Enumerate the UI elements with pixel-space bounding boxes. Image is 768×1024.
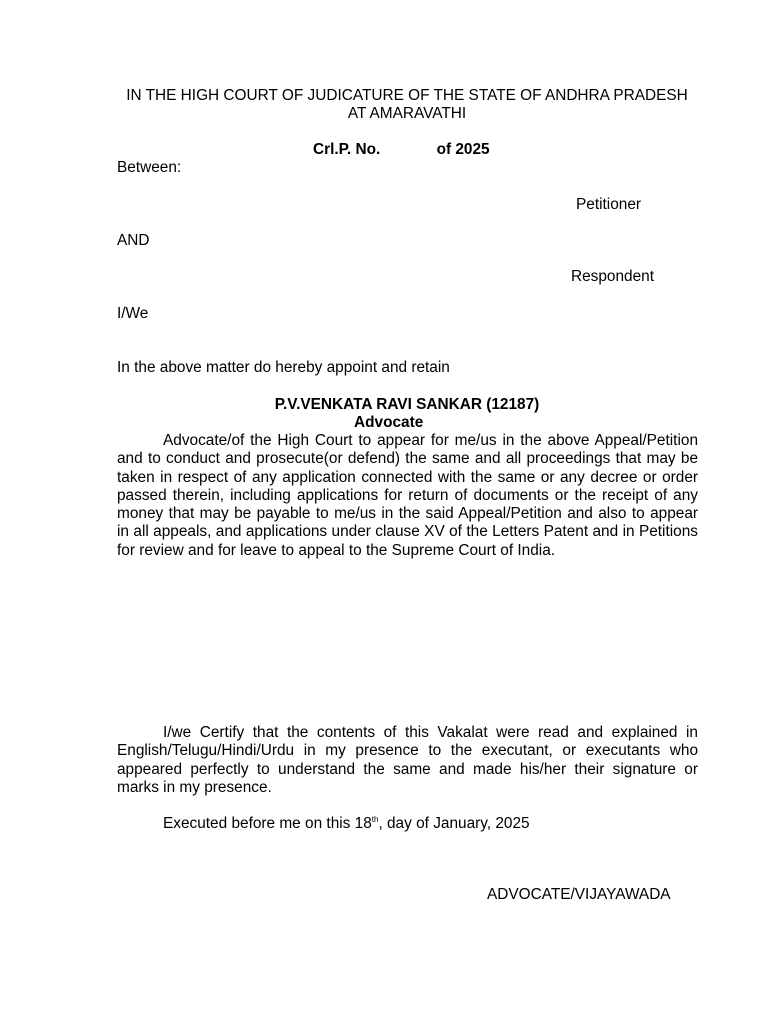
case-number-prefix: Crl.P. No.	[313, 141, 381, 158]
certify-paragraph: I/we Certify that the contents of this Vakalat were read and explained in English/Telugu/Hindi/Urdu in my presence to the executant, or executants who appeared perfectly to understand the same and made his/her their signature or marks in my presence.	[117, 724, 698, 796]
court-heading: IN THE HIGH COURT OF JUDICATURE OF THE STATE OF ANDHRA PRADESH AT AMARAVATHI	[126, 87, 688, 122]
between-label: Between:	[117, 159, 182, 176]
appoint-text: In the above matter do hereby appoint and retain	[117, 359, 450, 376]
case-number	[313, 141, 490, 159]
executed-line	[163, 815, 530, 833]
executed-prefix: Executed before me on this 18	[163, 815, 372, 832]
signature-line: ADVOCATE/VIJAYAWADA	[487, 886, 671, 903]
and-label: AND	[117, 232, 150, 249]
executed-ordinal: th	[371, 814, 379, 824]
iwe-label: I/We	[117, 305, 149, 322]
authority-paragraph: Advocate/of the High Court to appear for me/us in the above Appeal/Petition and to conduct and prosecute(or defend) the same and all proceedings that may be taken in respect of any application connected with the same or any decree or order passed therein, including applications for return of documents or the receipt of any money that may be payable to me/us in the said Appeal/Petition and also to appear in all appeals, and applications under clause XV of the Letters Patent and in Petitions for review and for leave to appeal to the Supreme Court of India.	[117, 432, 698, 559]
respondent-label: Respondent	[571, 268, 655, 285]
advocate-name: P.V.VENKATA RAVI SANKAR (12187)	[274, 396, 540, 413]
petitioner-label: Petitioner	[576, 196, 642, 213]
case-number-suffix: of 2025	[436, 141, 490, 158]
advocate-title: Advocate	[354, 414, 424, 431]
executed-suffix: , day of January, 2025	[378, 815, 530, 832]
